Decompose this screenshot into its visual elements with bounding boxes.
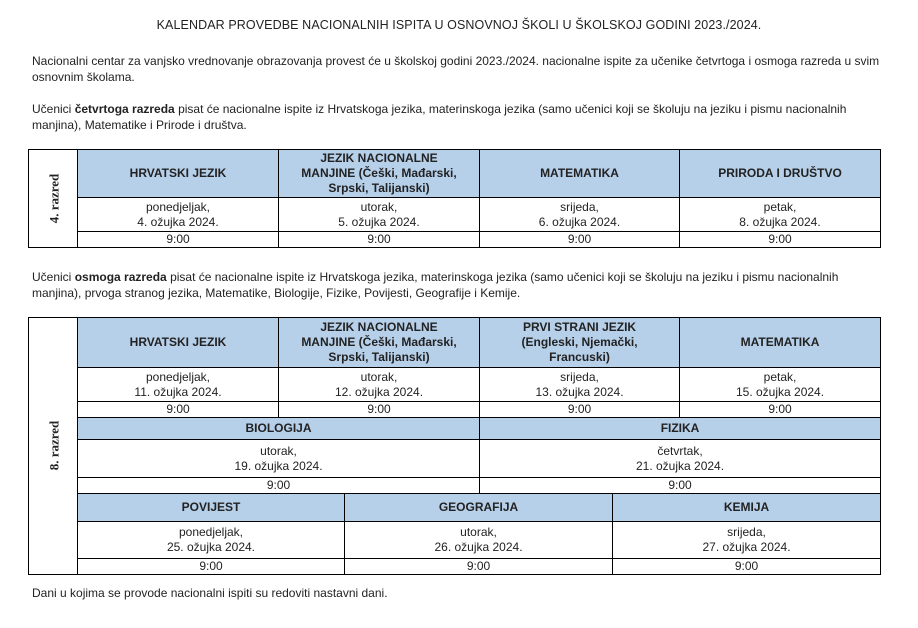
exam-date: 11. ožujka 2024. (134, 384, 222, 399)
grade8-table (28, 317, 881, 575)
grade8-subject-header: PRVI STRANI JEZIK (Engleski, Njemački, Francuski) (480, 318, 680, 368)
exam-date: 25. ožujka 2024. (166, 540, 256, 554)
grade8-date-cell (78, 440, 480, 478)
grade4-subject-header: MATEMATIKA (480, 150, 680, 198)
grade8-subject-header: GEOGRAFIJA (345, 494, 613, 522)
exam-date: 4. ožujka 2024. (137, 214, 219, 229)
grade8-date-cell (480, 368, 680, 402)
exam-date: 19. ožujka 2024. (234, 458, 323, 473)
footer-note: Dani u kojima se provode nacionalni ispiti su redoviti nastavni dani. (32, 586, 388, 600)
exam-time: 9:00 (480, 478, 881, 494)
exam-time: 9:00 (680, 232, 881, 248)
page-title: KALENDAR PROVEDBE NACIONALNIH ISPITA U OSNOVNOJ ŠKOLI U ŠKOLSKOJ GODINI 2023./2024. (156, 18, 762, 32)
grade4-subject-header: JEZIK NACIONALNE MANJINE (Češki, Mađarski, Srpski, Talijanski) (279, 150, 480, 198)
exam-day: ponedjeljak, (178, 525, 244, 539)
grade8-subject-header: KEMIJA (613, 494, 881, 522)
exam-time: 9:00 (78, 559, 345, 575)
exam-date: 27. ožujka 2024. (702, 540, 791, 554)
grade8-subject-header: MATEMATIKA (680, 318, 881, 368)
grade8-intro-bold: osmoga razreda (74, 270, 167, 284)
grade4-label-cell (29, 150, 78, 248)
exam-day: petak, (763, 199, 797, 214)
exam-time: 9:00 (345, 559, 613, 575)
grade8-date-cell (680, 368, 881, 402)
exam-day: četvrtak, (657, 443, 703, 458)
exam-date: 5. ožujka 2024. (338, 214, 420, 229)
grade8-subject-header: BIOLOGIJA (78, 418, 480, 440)
grade4-date-cell (78, 198, 279, 232)
grade8-intro-post: pisat će nacionalne ispite iz Hrvatskoga jezika, materinskoga jezika (samo učenici koji se školuju na jeziku i pismu nacionalnih manjina), prvoga stranog jezika, Matematike, Biologije, Fizike, Povijesti, Geografije i Kemije. (32, 270, 839, 300)
grade4-intro (32, 101, 887, 133)
exam-day: utorak, (360, 369, 398, 384)
exam-day: ponedjeljak, (145, 369, 211, 384)
exam-day: utorak, (460, 525, 497, 539)
exam-date: 6. ožujka 2024. (538, 214, 621, 229)
exam-time: 9:00 (279, 232, 480, 248)
grade4-intro-bold: četvrtoga razreda (74, 102, 175, 116)
exam-day: srijeda, (727, 525, 766, 539)
exam-time: 9:00 (480, 232, 680, 248)
grade4-date-cell (480, 198, 680, 232)
exam-time: 9:00 (279, 402, 480, 418)
exam-day: srijeda, (560, 199, 599, 214)
grade4-subject-header: PRIRODA I DRUŠTVO (680, 150, 881, 198)
exam-time: 9:00 (78, 478, 480, 494)
grade8-intro (32, 269, 887, 301)
grade4-intro-pre: Učenici (32, 102, 75, 116)
exam-time: 9:00 (78, 402, 279, 418)
exam-time: 9:00 (613, 559, 881, 575)
exam-date: 13. ožujka 2024. (535, 384, 624, 399)
exam-time: 9:00 (680, 402, 881, 418)
grade4-date-cell (279, 198, 480, 232)
grade4-intro-post: pisat će nacionalne ispite iz Hrvatskoga jezika, materinskoga jezika (samo učenici koji se školuju na jeziku i pismu nacionalnih manjina), Matematike i Prirode i društva. (32, 102, 847, 132)
exam-time: 9:00 (480, 402, 680, 418)
grade8-subject-header: JEZIK NACIONALNE MANJINE (Češki, Mađarski, Srpski, Talijanski) (279, 318, 480, 368)
exam-day: srijeda, (560, 369, 599, 384)
grade8-subject-header: HRVATSKI JEZIK (78, 318, 279, 368)
exam-date: 8. ožujka 2024. (739, 214, 821, 229)
grade8-date-cell (78, 522, 345, 559)
grade8-date-cell (480, 440, 881, 478)
grade8-subject-header: POVIJEST (78, 494, 345, 522)
grade8-label-cell (29, 318, 78, 575)
grade8-label: 8. razred (46, 420, 62, 471)
exam-date: 12. ožujka 2024. (334, 384, 424, 399)
exam-date: 21. ožujka 2024. (635, 458, 725, 473)
grade8-date-cell (78, 368, 279, 402)
grade4-subject-header: HRVATSKI JEZIK (78, 150, 279, 198)
exam-day: utorak, (360, 199, 398, 214)
exam-day: utorak, (260, 443, 297, 458)
exam-time: 9:00 (78, 232, 279, 248)
grade8-date-cell (345, 522, 613, 559)
exam-day: ponedjeljak, (145, 199, 211, 214)
grade4-date-cell (680, 198, 881, 232)
grade8-intro-pre: Učenici (32, 270, 75, 284)
grade8-date-cell (613, 522, 881, 559)
grade4-label: 4. razred (46, 173, 62, 223)
intro-paragraph: Nacionalni centar za vanjsko vrednovanje obrazovanja provest će u školskoj godini 2023./2024. nacionalne ispite za učenike četvrtoga i osmoga razreda u svim osnovnim školama. (32, 54, 880, 84)
grade8-subject-header: FIZIKA (480, 418, 881, 440)
exam-date: 26. ožujka 2024. (434, 540, 523, 554)
grade4-table (28, 149, 881, 248)
exam-date: 15. ožujka 2024. (735, 384, 825, 399)
exam-day: petak, (763, 369, 797, 384)
grade8-date-cell (279, 368, 480, 402)
